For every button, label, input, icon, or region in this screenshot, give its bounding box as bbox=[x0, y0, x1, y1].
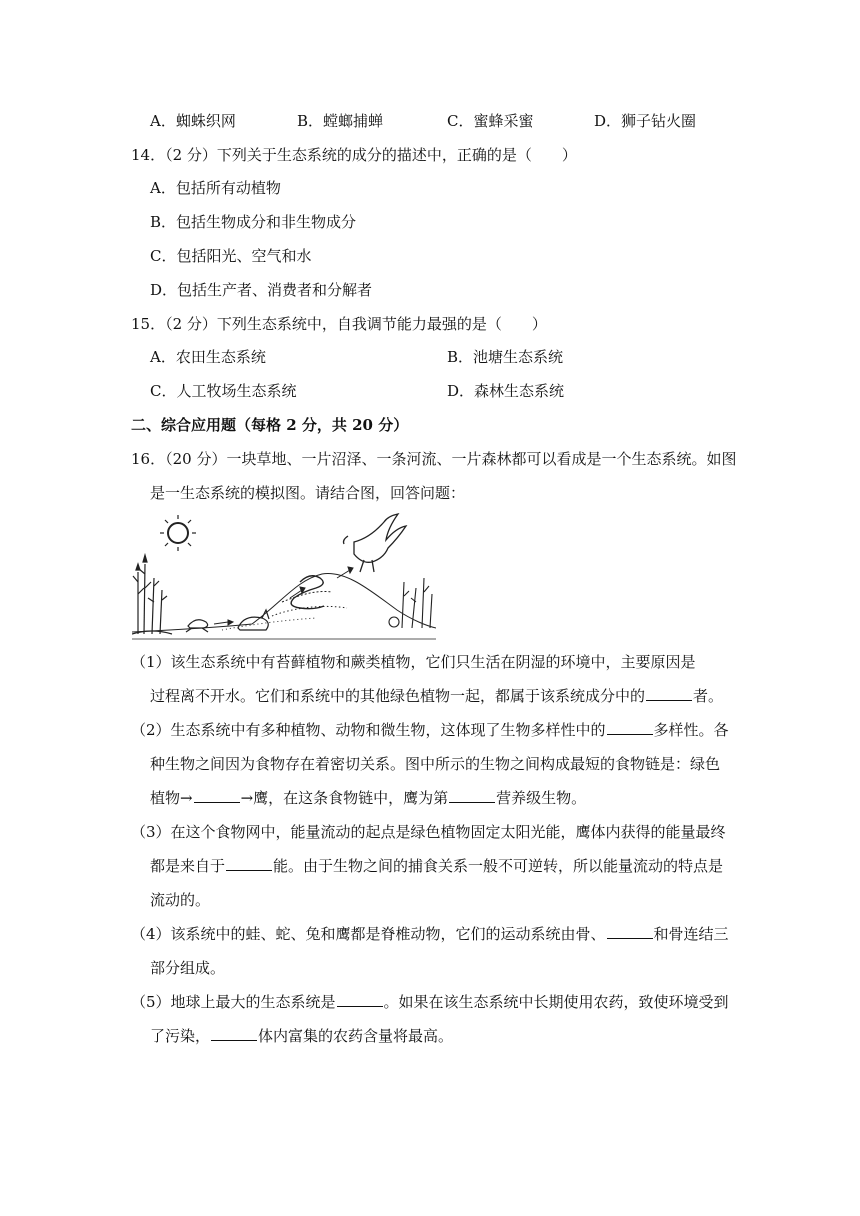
q13-option-d: D．狮子钻火圈 bbox=[594, 112, 697, 130]
text-segment: 了污染， bbox=[150, 1027, 211, 1045]
q16-sub2-line3 bbox=[150, 788, 586, 808]
sun-icon bbox=[160, 515, 196, 551]
text-segment: 能。由于生物之间的捕食关系一般不可逆转，所以能量流动的特点是 bbox=[273, 857, 724, 875]
text-segment: 植物→ bbox=[150, 789, 193, 807]
q16-sub5-line1 bbox=[131, 992, 729, 1012]
text-segment: 体内富集的农药含量将最高。 bbox=[258, 1027, 454, 1045]
q16-sub4-line1 bbox=[131, 924, 729, 944]
q16-sub2-line1 bbox=[131, 720, 729, 740]
snake-icon bbox=[291, 576, 324, 609]
answer-blank[interactable] bbox=[226, 856, 272, 871]
answer-blank[interactable] bbox=[607, 720, 653, 735]
grass-right-icon bbox=[389, 578, 432, 628]
hill-icon bbox=[132, 574, 436, 639]
text-segment: 者。 bbox=[693, 687, 724, 705]
answer-blank[interactable] bbox=[607, 924, 653, 939]
q16-sub2-line2: 种生物之间因为食物存在着密切关系。图中所示的生物之间构成最短的食物链是：绿色 bbox=[150, 755, 721, 773]
text-segment: （4）该系统中的蛙、蛇、兔和鹰都是脊椎动物，它们的运动系统由骨、 bbox=[131, 925, 606, 943]
text-segment: 多样性。各 bbox=[653, 721, 729, 739]
q15-option-c: C．人工牧场生态系统 bbox=[150, 382, 297, 400]
text-segment: （2）生态系统中有多种植物、动物和微生物，这体现了生物多样性中的 bbox=[131, 721, 606, 739]
q13-option-c: C．蜜蜂采蜜 bbox=[447, 112, 534, 130]
answer-blank[interactable] bbox=[449, 788, 495, 803]
q15-option-d: D．森林生态系统 bbox=[447, 382, 565, 400]
q16-sub3-line2 bbox=[150, 856, 723, 876]
q14-option-a: A．包括所有动植物 bbox=[150, 179, 281, 197]
q16-sub1-line1: （1）该生态系统中有苔藓植物和蕨类植物，它们只生活在阴湿的环境中，主要原因是 bbox=[131, 653, 696, 671]
answer-blank[interactable] bbox=[646, 686, 692, 701]
answer-blank[interactable] bbox=[194, 788, 240, 803]
q14-option-c: C．包括阳光、空气和水 bbox=[150, 247, 312, 265]
q16-stem-line1: 16．（20 分）一块草地、一片沼泽、一条河流、一片森林都可以看成是一个生态系统。如图 bbox=[131, 450, 737, 468]
q16-stem-line2: 是一生态系统的模拟图。请结合图，回答问题： bbox=[150, 484, 466, 502]
text-segment: →鹰，在这条食物链中，鹰为第 bbox=[240, 789, 449, 807]
text-segment: 过程离不开水。它们和系统中的其他绿色植物一起，都属于该系统成分中的 bbox=[150, 687, 646, 705]
q13-option-a: A．蜘蛛织网 bbox=[150, 112, 236, 130]
ecosystem-illustration bbox=[132, 512, 436, 642]
text-segment: 。如果在该生态系统中长期使用农药，致使环境受到 bbox=[383, 993, 729, 1011]
text-segment: （5）地球上最大的生态系统是 bbox=[131, 993, 336, 1011]
eagle-icon bbox=[344, 514, 407, 572]
frog-icon bbox=[186, 620, 208, 632]
text-segment: 都是来自于 bbox=[150, 857, 226, 875]
q16-sub3-line1: （3）在这个食物网中，能量流动的起点是绿色植物固定太阳光能，鹰体内获得的能量最终 bbox=[131, 823, 726, 841]
arrow-icon bbox=[214, 567, 353, 625]
q15-option-b: B．池塘生态系统 bbox=[447, 348, 564, 366]
q14-option-b: B．包括生物成分和非生物成分 bbox=[150, 213, 357, 231]
q16-sub3-line3: 流动的。 bbox=[150, 891, 211, 909]
q15-stem: 15．（2 分）下列生态系统中，自我调节能力最强的是（ ） bbox=[131, 315, 547, 333]
plant-icon bbox=[132, 555, 172, 634]
q16-sub1-line2 bbox=[150, 686, 723, 706]
answer-blank[interactable] bbox=[211, 1026, 257, 1041]
text-segment: 和骨连结三 bbox=[653, 925, 729, 943]
q16-sub4-line2: 部分组成。 bbox=[150, 959, 226, 977]
q16-sub5-line2 bbox=[150, 1026, 453, 1046]
q13-option-b: B．螳螂捕蝉 bbox=[297, 112, 384, 130]
q15-option-a: A．农田生态系统 bbox=[150, 348, 266, 366]
answer-blank[interactable] bbox=[337, 992, 383, 1007]
text-segment: 营养级生物。 bbox=[496, 789, 587, 807]
q14-stem: 14．（2 分）下列关于生态系统的成分的描述中，正确的是（ ） bbox=[131, 146, 577, 164]
q14-option-d: D．包括生产者、消费者和分解者 bbox=[150, 281, 373, 299]
section-title: 二、综合应用题（每格 2 分，共 20 分） bbox=[131, 416, 409, 434]
rabbit-icon bbox=[238, 610, 269, 630]
